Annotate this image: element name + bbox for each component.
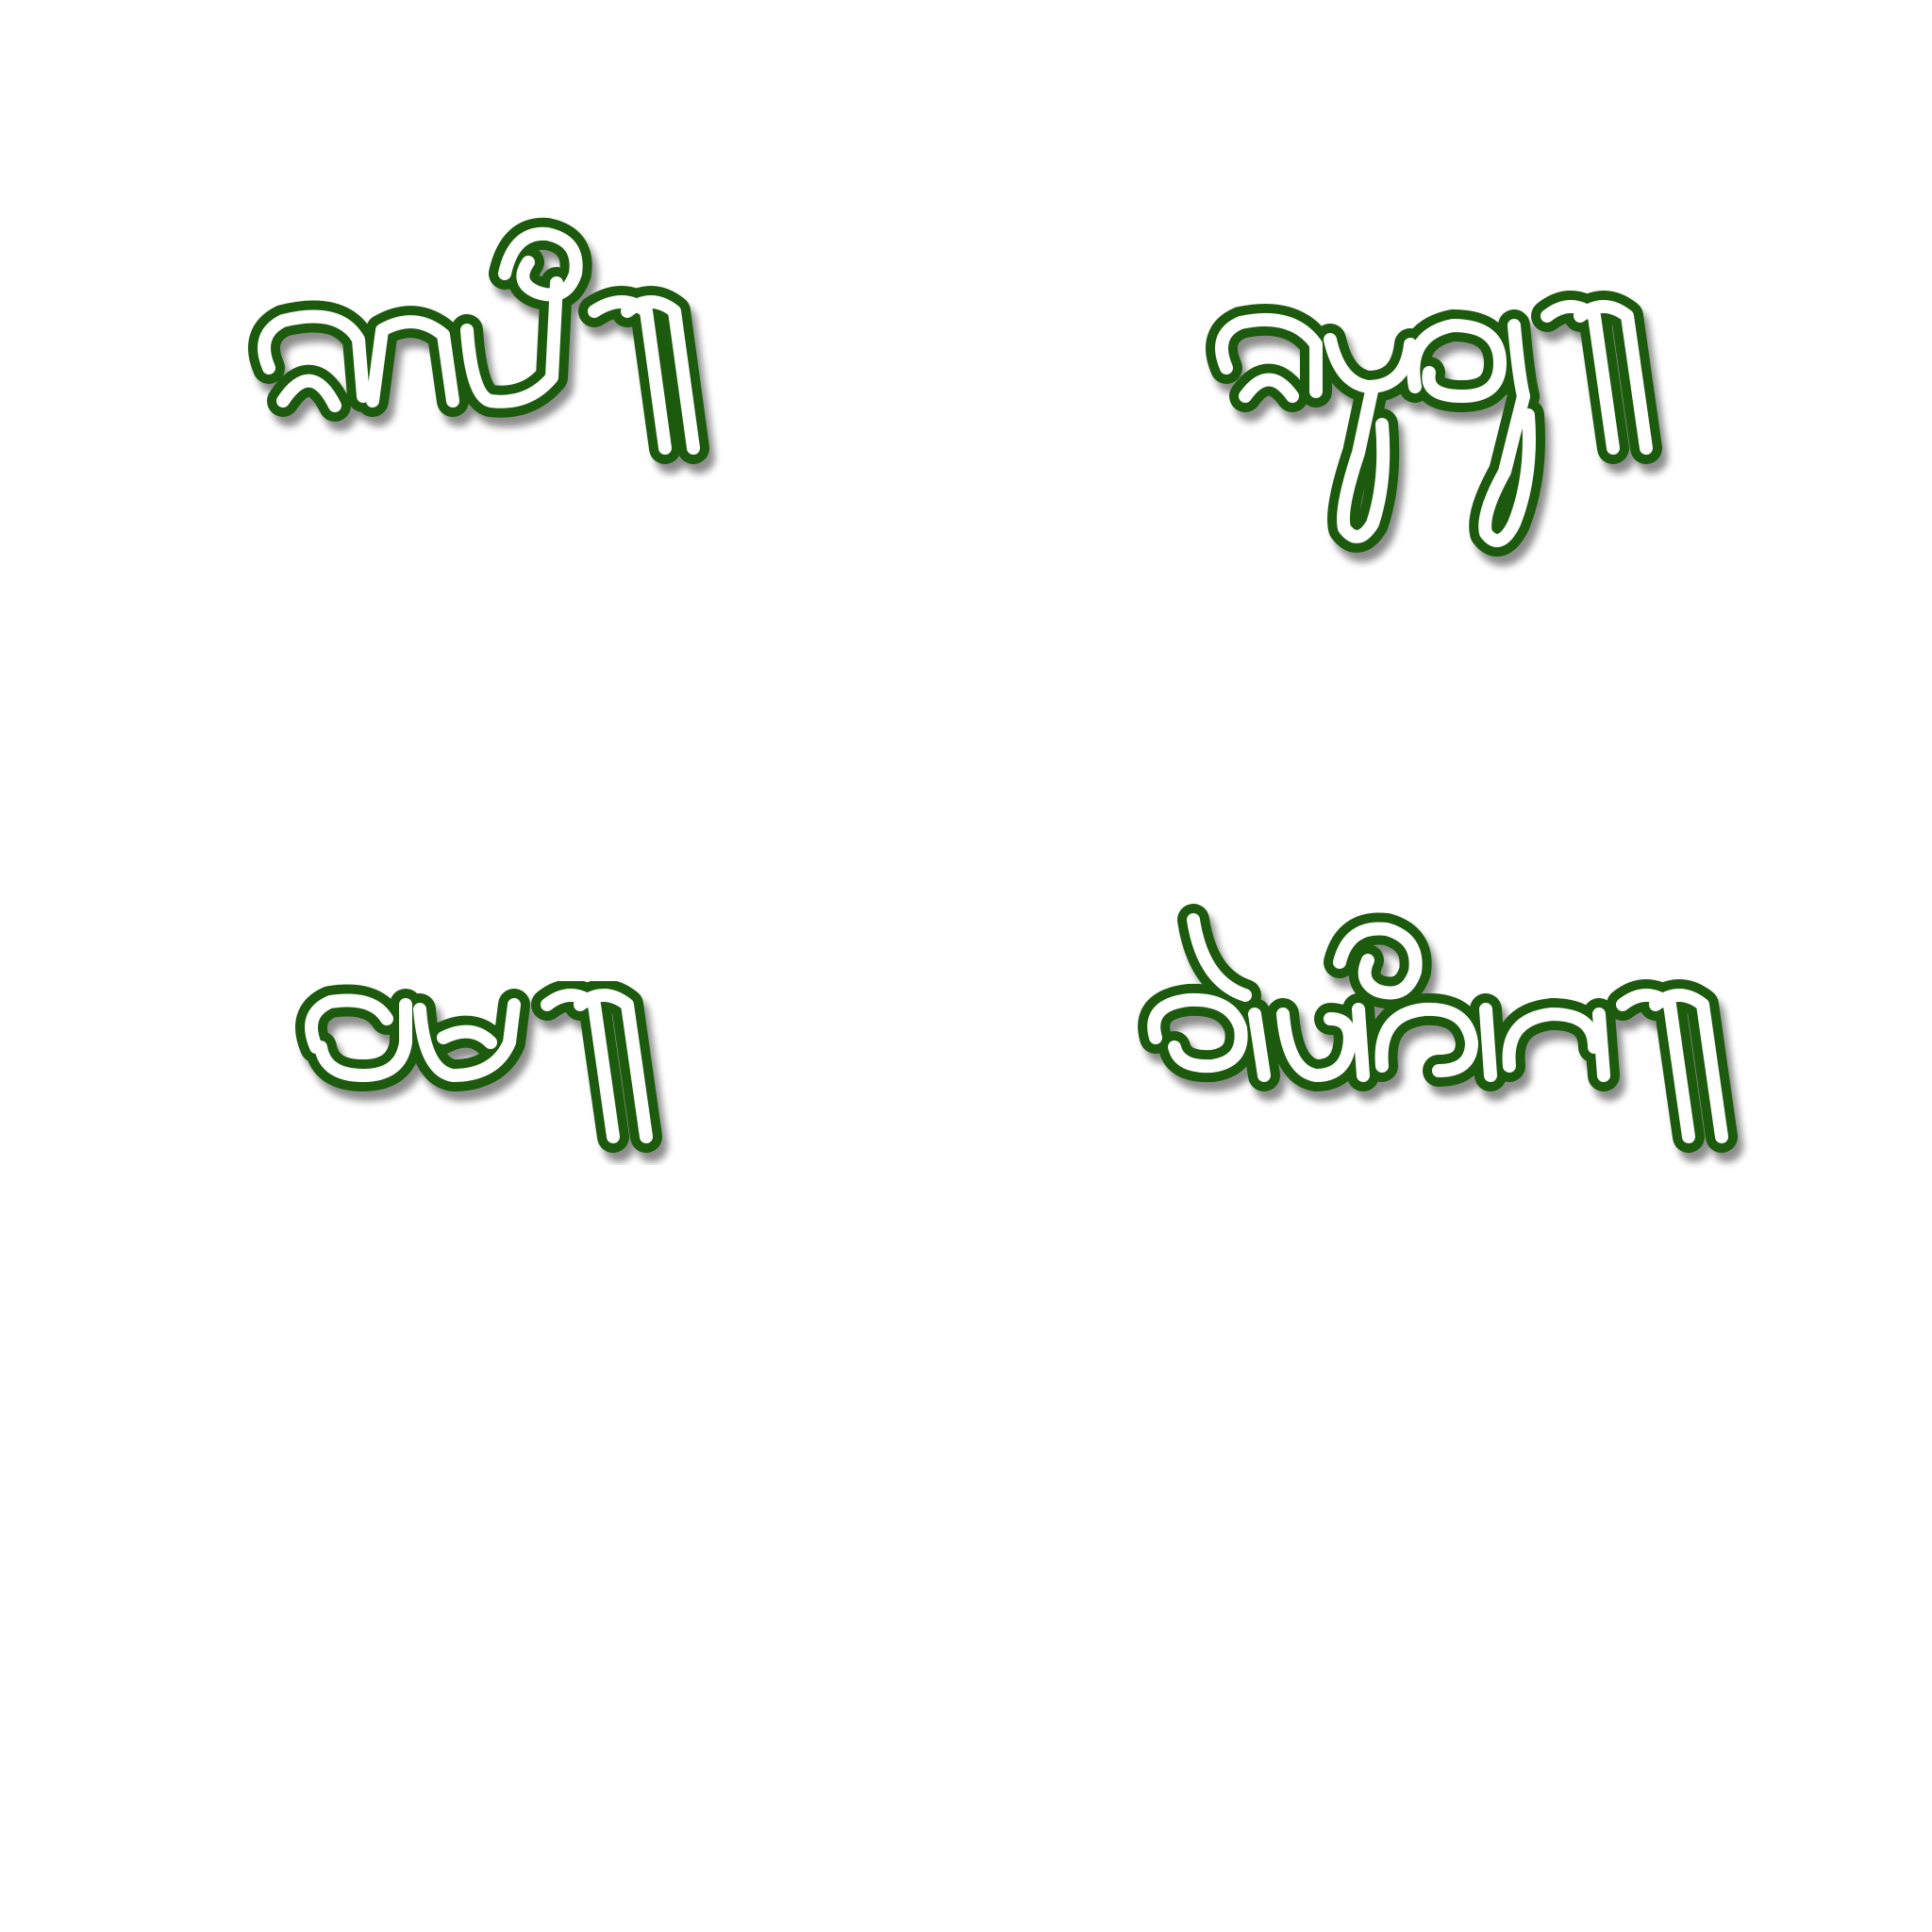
word-bottom-left	[311, 995, 646, 1137]
word-top-right	[1222, 307, 1646, 541]
word-bottom-right	[1154, 920, 1722, 1137]
word-top-left	[264, 234, 693, 448]
